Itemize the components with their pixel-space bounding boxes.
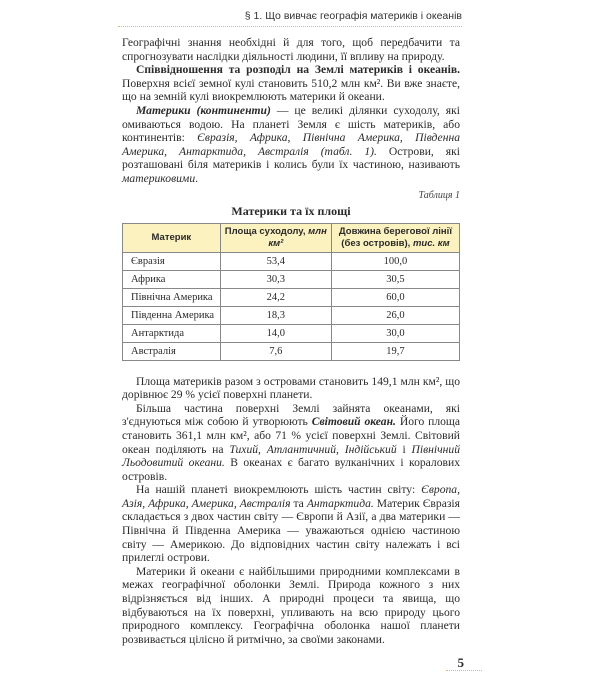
text-run: Поверхня всієї земної кулі становить 510,2 млн км². Ви вже знаєте, що на земній кулі виокремлюють материки й океани. (122, 76, 460, 104)
running-header (244, 10, 462, 22)
page-footer (122, 654, 464, 678)
table-cell: 53,4 (220, 252, 331, 270)
table-cell: 100,0 (331, 252, 459, 270)
text-bottom (122, 375, 460, 647)
paragraph (122, 36, 460, 63)
table-row (123, 288, 460, 306)
table-row (123, 306, 460, 324)
page-ornament (446, 670, 482, 677)
running-header-text: § 1. Що вивчає географія материків і океанів (244, 10, 462, 22)
paragraph (122, 104, 460, 186)
column-header (123, 223, 221, 252)
column-header (220, 223, 331, 252)
text-run: Більша частина поверхні Землі зайнята океанами, які з'єднуються між собою й утворюють (122, 401, 460, 429)
text-run: Антарктида. (306, 496, 374, 510)
text-run: В океанах є багато вулканічних і коралових островів. (122, 456, 460, 483)
table-row (123, 342, 460, 360)
page-body (122, 36, 464, 678)
text-run: материковими (122, 171, 196, 185)
text-run: і (396, 442, 412, 456)
text-top (122, 36, 460, 186)
text-run: . (195, 171, 199, 185)
table-cell: 7,6 (220, 342, 331, 360)
text-run: та (290, 496, 307, 510)
table-title: Материки та їх площі (231, 203, 351, 218)
table-cell: 14,0 (220, 324, 331, 342)
text-run: Європа, Азія, Африка, Америка, Австралія (122, 483, 460, 510)
paragraph (122, 483, 460, 565)
table-cell: 19,7 (331, 342, 459, 360)
table-cell: 30,0 (331, 324, 459, 342)
text-run: На нашій планеті виокремлюють шість частин світу: (136, 483, 422, 497)
text-run: Світовий океан. (311, 415, 396, 429)
table-cell: Північна Америка (123, 288, 221, 306)
paragraph (122, 63, 460, 104)
table-cell: 60,0 (331, 288, 459, 306)
column-header-label: Довжина берегової лінії (без островів), (338, 225, 452, 249)
table-row (123, 252, 460, 270)
text-run: — це великі ділянки суходолу, які омиваються водою. На планеті Земля є шість материків, або континентів: (122, 103, 460, 145)
continents-table (122, 223, 460, 361)
text-run: Материки (континенти) (136, 103, 271, 117)
table-cell: Євразія (123, 252, 221, 270)
table-cell: 18,3 (220, 306, 331, 324)
column-header (331, 223, 459, 252)
table-cell: 26,0 (331, 306, 459, 324)
text-run: Тихий, Атлантичний, Індійський (229, 442, 397, 456)
table-cell: Антарктида (123, 324, 221, 342)
text-run: Його площа становить 361,1 млн км², або 71 % усієї поверхні Землі. Світовий океан поділяють на (122, 415, 460, 456)
text-run: Північний Льодовитий океани. (122, 442, 460, 470)
column-header-label: Материк (151, 231, 192, 243)
table-cell: Південна Америка (123, 306, 221, 324)
table-row (123, 324, 460, 342)
text-run: Площа материків разом з островами становить 149,1 млн км², що дорівнює 29 % усієї поверхні планети. (122, 374, 460, 402)
text-run: Материк Євразія складається з двох частин світу — Європи й Азії, а два материки — Північна й Південна Америка — уважаються однією частиною світу — Америкою. До відповідних частин світу належать і всі прилеглі острови. (122, 496, 460, 565)
header-divider (118, 26, 462, 27)
text-run: Співвідношення та розподіл на Землі материків і океанів. (136, 63, 460, 77)
paragraph (122, 402, 460, 484)
text-run: Географічні знання необхідні й для того, щоб передбачити та спрогнозувати наслідки діяльності людини, її впливу на природу. (122, 36, 460, 63)
text-run: Острови, які розташовані біля материків і колись були їх частиною, називають (122, 144, 460, 172)
table-cell: Африка (123, 270, 221, 288)
column-header-label: Площа суходолу, (224, 225, 306, 237)
text-run: Материки й океани є найбільшими природними комплексами в межах географічної оболонки Землі. Природа кожного з них відрізняється від інших. А природні процеси та явища, що відбуваються на їх поверхні, упливають на всю природу цього природного комплексу. Географічна оболонка нашої планети розвивається цілісно й ритмічно, за своїми законами. (122, 564, 460, 646)
table-cell: 30,3 (220, 270, 331, 288)
table-cell: 24,2 (220, 288, 331, 306)
paragraph (122, 375, 460, 402)
table-cell: Австралія (123, 342, 221, 360)
column-header-unit: тис. км (412, 237, 450, 249)
text-run: Євразія, Африка, Північна Америка, Південна Америка, Антарктида, Австралія (табл. 1). (122, 131, 460, 158)
table-row (123, 270, 460, 288)
column-header-unit: млн км² (268, 225, 327, 249)
table-cell: 30,5 (331, 270, 459, 288)
table-caption: Таблиця 1 (418, 189, 460, 201)
page-number: 5 (457, 655, 464, 671)
paragraph (122, 565, 460, 647)
